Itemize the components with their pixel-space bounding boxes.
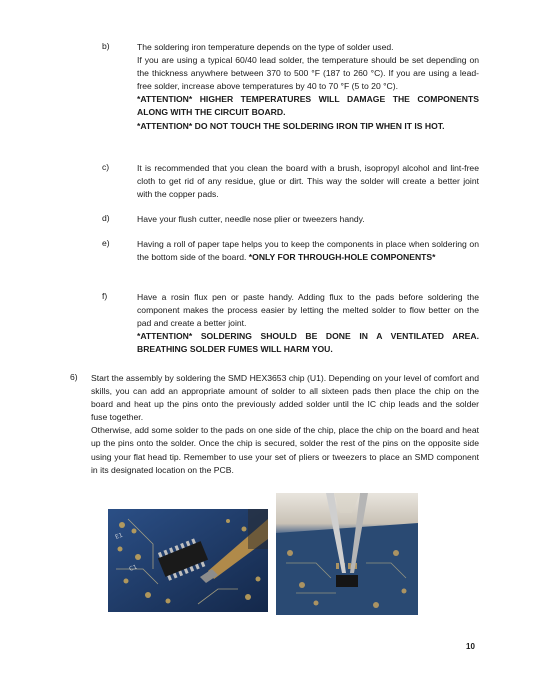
pcb-soldering-iron-illustration [108,509,268,612]
paragraph-text: Having a roll of paper tape helps you to keep the components in place when soldering on the bottom side of the board. [137,239,479,263]
svg-text:E1: E1 [114,531,124,541]
paragraph: Have your flush cutter, needle nose plier or tweezers handy. [137,214,365,224]
list-letter: e) [102,238,110,248]
list-letter: b) [102,41,110,51]
list-body [137,41,479,133]
page-number: 10 [466,642,475,651]
list-body [137,213,479,226]
attention-note: *ATTENTION* DO NOT TOUCH THE SOLDERING IRON TIP WHEN IT IS HOT. [137,120,445,131]
paragraph: Start the assembly by soldering the SMD HEX3653 chip (U1). Depending on your level of comfort and skills, you can add an appropriate amount of solder to all sixteen pads then place the chip on the board and heat up the pins onto the previously added solder until the IC chip leads and the solder fuse together. [91,373,479,423]
attention-note: *ONLY FOR THROUGH-HOLE COMPONENTS* [248,252,436,263]
list-body [137,238,479,264]
step-number: 6) [70,372,78,382]
paragraph: It is recommended that you clean the board with a brush, isopropyl alcohol and lint-free cloth to get rid of any residue, glue or dirt. This way the solder will create a better joint with the copper pads. [137,163,479,200]
list-letter: c) [102,162,110,172]
paragraph: Have a rosin flux pen or paste handy. Adding flux to the pads before soldering the component makes the process easier by letting the melted solder to flow better on the pad and create a better joint. [137,292,479,329]
step-body [91,372,479,477]
pcb-tweezers-illustration [276,493,418,615]
paragraph: The soldering iron temperature depends on the type of solder used. [137,42,394,52]
pcb-soldering-iron-photo [108,509,268,612]
list-body [137,291,479,356]
svg-text:C1: C1 [128,563,139,573]
attention-note: *ATTENTION* SOLDERING SHOULD BE DONE IN A VENTILATED AREA. BREATHING SOLDER FUMES WILL HARM YOU. [137,331,479,355]
paragraph [137,238,479,264]
paragraph: If you are using a typical 60/40 lead solder, the temperature should be set depending on the thickness anywhere between 370 to 500 °F (187 to 260 °C). If you are using a lead-free solder, increase above temperatures by 40 to 70 °F (5 to 20 °C). [137,55,479,92]
pcb-tweezers-photo [276,493,418,615]
attention-note: *ATTENTION* HIGHER TEMPERATURES WILL DAMAGE THE COMPONENTS ALONG WITH THE CIRCUIT BOARD. [137,94,479,118]
list-body [137,162,479,201]
list-letter: f) [102,291,108,301]
paragraph: Otherwise, add some solder to the pads on one side of the chip, place the chip on the board and heat up the pins onto the solder. Once the chip is secured, solder the rest of the pins on the opposite side using your flat head tip. Remember to use your set of pliers or tweezers to place an SMD component in its designated location on the PCB. [91,425,479,475]
list-letter: d) [102,213,110,223]
